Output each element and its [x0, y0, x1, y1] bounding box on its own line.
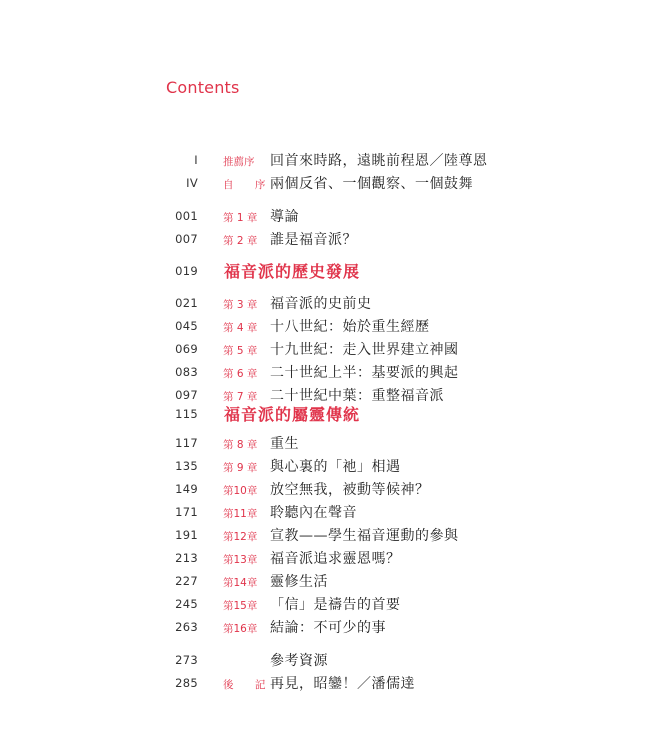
toc-chapter-label: 第 9 章	[223, 462, 258, 474]
toc-chapter-label: 推薦序	[223, 156, 255, 168]
toc-entry-title: 再見，昭鑾！／潘儒達	[270, 676, 415, 692]
toc-entry-row	[0, 617, 650, 637]
toc-entry-row	[0, 229, 650, 249]
toc-entry-title: 十九世紀：走入世界建立神國	[270, 342, 459, 358]
toc-chapter-label: 第12章	[223, 531, 258, 543]
toc-entry-title: 兩個反省、一個觀察、一個鼓舞	[270, 176, 473, 192]
toc-entry-title: 結論：不可少的事	[270, 620, 386, 636]
toc-entry-row	[0, 173, 650, 193]
toc-entry-row	[0, 456, 650, 476]
toc-page-number: 171	[175, 505, 198, 519]
toc-page-number: 001	[175, 209, 198, 223]
toc-entry-row	[0, 150, 650, 170]
toc-entry-row	[0, 293, 650, 313]
toc-chapter-label: 後 記	[223, 679, 275, 691]
toc-chapter-label: 第 2 章	[223, 235, 258, 247]
toc-page-number: 019	[175, 264, 198, 278]
toc-entry-row	[0, 339, 650, 359]
toc-entry-title: 與心裏的「祂」相遇	[270, 459, 401, 475]
toc-entry-title: 宣教——學生福音運動的參與	[270, 528, 459, 544]
toc-entry-row	[0, 502, 650, 522]
toc-page-number: 021	[175, 296, 198, 310]
toc-page-number: 149	[175, 482, 198, 496]
toc-entry-row	[0, 650, 650, 670]
toc-chapter-label: 第 7 章	[223, 391, 258, 403]
toc-entry-title: 二十世紀上半：基要派的興起	[270, 365, 459, 381]
toc-page-number: 135	[175, 459, 198, 473]
toc-page-number: 045	[175, 319, 198, 333]
toc-entry-title: 福音派追求靈恩嗎？	[270, 551, 401, 567]
toc-entry-title: 誰是福音派？	[270, 232, 357, 248]
toc-entry-row	[0, 316, 650, 336]
toc-page-number: 227	[175, 574, 198, 588]
toc-page-number: IV	[186, 176, 198, 190]
toc-page-number: 191	[175, 528, 198, 542]
toc-chapter-label: 第11章	[223, 508, 258, 520]
toc-page-number: 097	[175, 388, 198, 402]
toc-page-number: 007	[175, 232, 198, 246]
toc-chapter-label: 第15章	[223, 600, 258, 612]
toc-chapter-label: 第 5 章	[223, 345, 258, 357]
toc-chapter-label: 第 4 章	[223, 322, 258, 334]
toc-part-title: 福音派的歷史發展	[224, 262, 361, 281]
toc-page-number: 285	[175, 676, 198, 690]
toc-part-title: 福音派的屬靈傳統	[224, 405, 361, 424]
toc-page-number: 115	[175, 407, 198, 421]
toc-page-number: 273	[175, 653, 198, 667]
toc-entry-row	[0, 479, 650, 499]
toc-page-number: 083	[175, 365, 198, 379]
toc-entry-row	[0, 548, 650, 568]
toc-chapter-label: 第 6 章	[223, 368, 258, 380]
toc-entry-title: 放空無我，被動等候神？	[270, 482, 430, 498]
toc-chapter-label: 第 3 章	[223, 299, 258, 311]
toc-page-number: 069	[175, 342, 198, 356]
toc-entry-title: 重生	[270, 436, 299, 452]
toc-entry-row	[0, 525, 650, 545]
toc-chapter-label: 自 序	[223, 179, 275, 191]
toc-chapter-label: 第 1 章	[223, 212, 258, 224]
toc-page-number: 117	[175, 436, 198, 450]
toc-page-number: 263	[175, 620, 198, 634]
toc-part-row	[0, 404, 650, 424]
toc-chapter-label: 第16章	[223, 623, 258, 635]
toc-entry-title: 導論	[270, 209, 299, 225]
toc-entry-row	[0, 433, 650, 453]
toc-entry-title: 福音派的史前史	[270, 296, 372, 312]
toc-entry-title: 二十世紀中葉：重整福音派	[270, 388, 444, 404]
toc-entry-title: 聆聽內在聲音	[270, 505, 357, 521]
toc-page-number: 245	[175, 597, 198, 611]
toc-entry-row	[0, 206, 650, 226]
toc-chapter-label: 第13章	[223, 554, 258, 566]
toc-page-number: 213	[175, 551, 198, 565]
toc-entry-row	[0, 594, 650, 614]
toc-page-number: I	[194, 153, 198, 167]
toc-entry-title: 靈修生活	[270, 574, 328, 590]
toc-entry-row	[0, 362, 650, 382]
toc-entry-row	[0, 673, 650, 693]
toc-entry-row	[0, 571, 650, 591]
toc-entry-title: 回首來時路，遠眺前程恩／陸尊恩	[270, 153, 488, 169]
contents-heading: Contents	[166, 78, 240, 97]
toc-chapter-label: 第10章	[223, 485, 258, 497]
toc-chapter-label: 第14章	[223, 577, 258, 589]
toc-chapter-label: 第 8 章	[223, 439, 258, 451]
toc-entry-title: 「信」是禱告的首要	[270, 597, 401, 613]
toc-part-row	[0, 261, 650, 281]
toc-entry-title: 參考資源	[270, 653, 328, 669]
toc-entry-title: 十八世紀：始於重生經歷	[270, 319, 430, 335]
